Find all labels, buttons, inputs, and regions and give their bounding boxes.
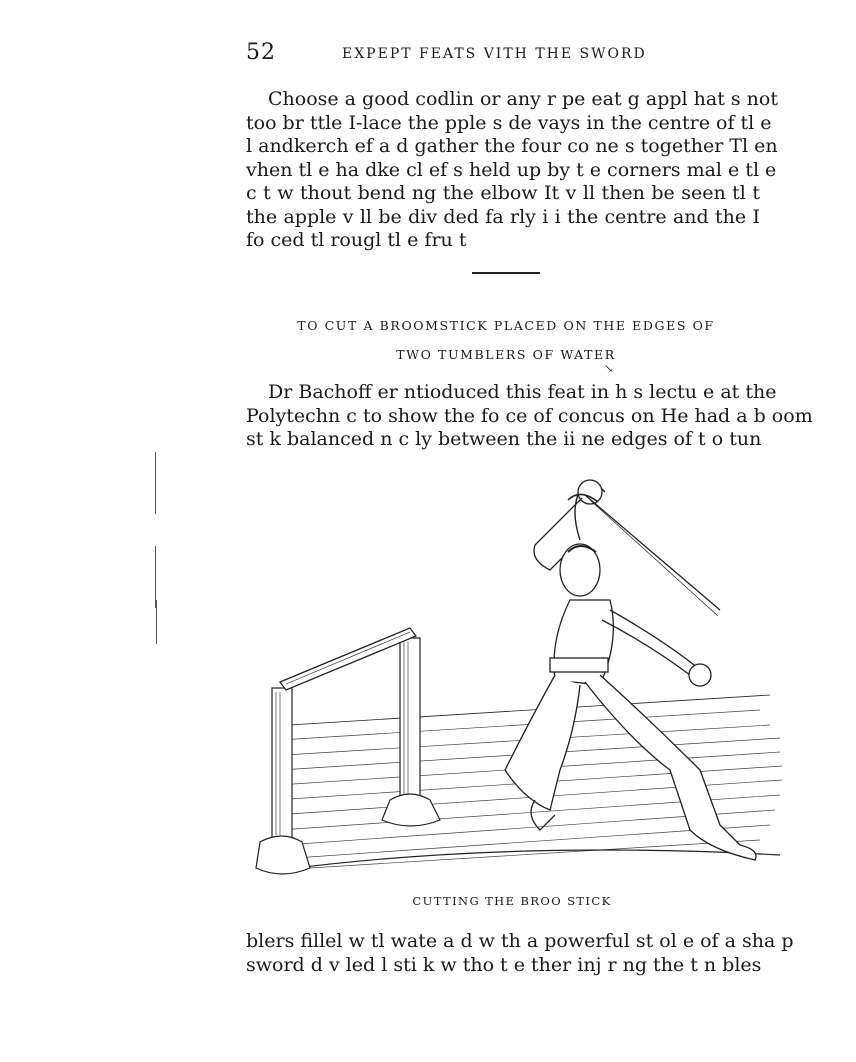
text-line: st k balanced n c ly between the ii ne edges of t o tun: [246, 428, 762, 450]
text-line: fo ced tl rougl tl e fru t: [246, 229, 467, 251]
page-number: 52: [246, 40, 276, 65]
section-title-line1: TO CUT A BROOMSTICK PLACED ON THE EDGES OF: [297, 318, 715, 333]
text-line: vhen tl e ha dke cl ef s held up by t e corners mal e tl e: [246, 158, 777, 181]
text-line: l andkerch ef a d gather the four co ne s together Tl en: [246, 135, 778, 157]
margin-scan-line: [155, 546, 156, 608]
text-line: too br ttle I-lace the pple s de vays in the centre of tl e: [246, 111, 772, 134]
margin-scan-line: [156, 600, 157, 644]
page-header: [246, 40, 766, 70]
print-mark-icon: ↘: [604, 362, 614, 375]
text-line: the apple v ll be div ded fa rly i i the centre and the I: [246, 205, 760, 228]
running-title: EXPEPT FEATS VITH THE SWORD: [342, 46, 647, 62]
paragraph-broomstick-continued: [246, 930, 794, 977]
section-title-line2: TWO TUMBLERS OF WATER: [396, 347, 616, 362]
engraving-illustration: [250, 470, 790, 890]
paragraph-broomstick-intro: [246, 381, 813, 452]
text-line: Choose a good codlin or any r pe eat g appl hat s not: [268, 88, 778, 110]
text-line: Dr Bachoff er ntioduced this feat in h s lectu e at the: [268, 381, 777, 403]
text-line: c t w thout bend ng the elbow It v ll then be seen tl t: [246, 182, 760, 204]
text-line: sword d v led l sti k w tho t e ther inj r ng the t n bles: [246, 953, 762, 976]
margin-scan-line: [155, 452, 156, 514]
illustration-caption: CUTTING THE BROO STICK: [412, 894, 612, 908]
text-line: Polytechn c to show the fo ce of concus on He had a b oom: [246, 404, 813, 427]
swordsman-engraving: [250, 470, 790, 890]
text-line: blers fillel w tl wate a d w th a powerful st ol e of a sha p: [246, 930, 794, 952]
paragraph-apple-cut: [246, 88, 778, 253]
section-divider: [472, 272, 540, 274]
